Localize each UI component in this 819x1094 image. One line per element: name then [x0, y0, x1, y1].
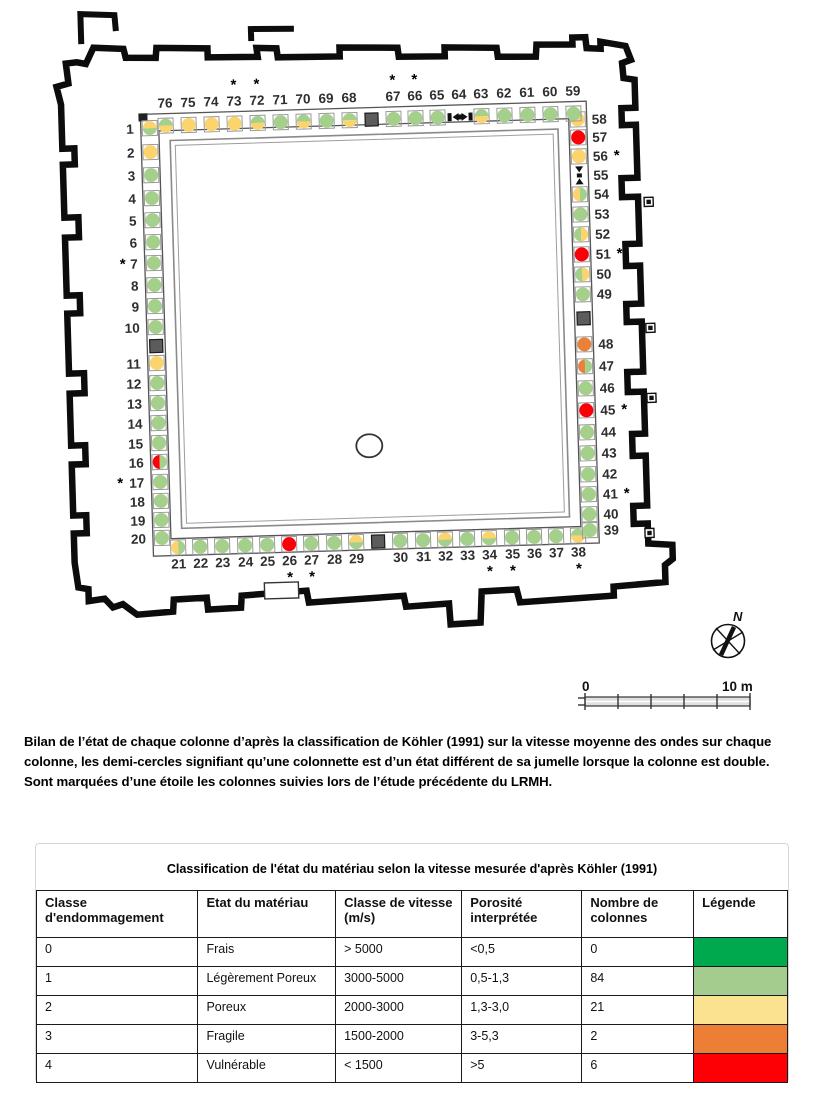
- gate-icon: [461, 113, 467, 121]
- column-number: 54: [593, 186, 610, 202]
- column-number: 17: [129, 475, 145, 491]
- column-number: 26: [281, 552, 298, 569]
- gate-icon: [447, 113, 451, 121]
- table-cell: 1: [37, 967, 198, 996]
- gate-icon: [452, 113, 458, 121]
- table-row: [37, 1054, 788, 1083]
- column-dot-half: [438, 539, 452, 546]
- scale-zero-label: 0: [582, 679, 590, 694]
- column-number: 14: [127, 416, 143, 432]
- gallery-door-marker: [365, 113, 378, 126]
- table-cell: Légèrement Poreux: [198, 967, 336, 996]
- column-dot: [153, 475, 167, 489]
- column-number: 22: [192, 555, 209, 572]
- column-number: 35: [504, 546, 521, 562]
- legend-color-swatch: [694, 1054, 788, 1083]
- column-number: 20: [130, 531, 147, 547]
- stair-icon: [575, 178, 583, 184]
- column-number: 53: [594, 206, 610, 222]
- table-cell: 1500-2000: [336, 1025, 462, 1054]
- column-number: 74: [203, 94, 219, 110]
- column-dot-half: [297, 121, 311, 128]
- table-cell: 2: [37, 996, 198, 1025]
- column-number: 39: [603, 522, 620, 538]
- column-dot: [260, 538, 274, 552]
- table-cell: 3000-5000: [336, 967, 462, 996]
- column-dot-half: [573, 187, 580, 201]
- column-star: *: [411, 71, 418, 89]
- scale-ten-label: 10 m: [722, 679, 753, 694]
- column-dot-half: [575, 267, 582, 281]
- header-nombre: Nombre de colonnes: [582, 891, 694, 938]
- table-cell: < 1500: [336, 1054, 462, 1083]
- column-star: *: [621, 401, 628, 419]
- table-cell: 84: [582, 967, 694, 996]
- classification-table-frame: [35, 843, 789, 1083]
- column-number: 31: [415, 548, 432, 565]
- column-number: 1: [126, 121, 135, 137]
- column-dot-half: [438, 532, 452, 539]
- column-dot: [146, 235, 160, 249]
- column-number: 21: [170, 556, 187, 572]
- column-number: 4: [128, 191, 137, 207]
- column-dot: [148, 299, 162, 313]
- gallery-outer-line: [140, 101, 599, 556]
- column-number: 24: [237, 554, 254, 570]
- table-cell: 0: [582, 938, 694, 967]
- column-star: *: [117, 475, 124, 493]
- table-cell: Poreux: [198, 996, 336, 1025]
- column-star: *: [253, 75, 260, 94]
- column-number: 37: [548, 545, 565, 561]
- column-number: 44: [600, 424, 617, 440]
- column-number: 23: [214, 554, 231, 571]
- compass-rose: [712, 609, 745, 658]
- header-etat: Etat du matériau: [198, 891, 336, 938]
- column-number: 43: [601, 445, 617, 461]
- column-number: 66: [407, 88, 423, 104]
- table-cell: 0,5-1,3: [462, 967, 582, 996]
- column-dot: [151, 416, 165, 430]
- column-star: *: [623, 485, 631, 503]
- column-number: 9: [131, 299, 140, 315]
- classification-table: [36, 890, 788, 1083]
- table-title: Classification de l'état du matériau selon la vitesse mesurée d'après Köhler (1991): [166, 862, 658, 876]
- column-dot: [572, 149, 586, 163]
- column-number: 49: [596, 286, 613, 302]
- column-dot-half: [474, 109, 488, 116]
- column-dot-half: [580, 187, 587, 201]
- column-number: 13: [126, 396, 143, 412]
- column-number: 48: [598, 336, 614, 352]
- column-dot-half: [159, 118, 173, 125]
- column-number: 45: [600, 402, 616, 418]
- column-dot: [578, 381, 592, 395]
- column-number: 60: [542, 84, 558, 100]
- column-dot-half: [482, 538, 496, 545]
- column-dot-half: [578, 359, 585, 373]
- column-number: 10: [124, 320, 140, 336]
- column-dot: [145, 213, 159, 227]
- table-cell: 2: [582, 1025, 694, 1054]
- column-dot: [282, 537, 296, 551]
- column-dot: [238, 538, 252, 552]
- header-porosite: Porosité interprétée: [462, 891, 582, 938]
- column-dot: [147, 256, 161, 270]
- gate-icon: [468, 113, 472, 121]
- column-dot-half: [178, 540, 185, 554]
- table-cell: Frais: [198, 938, 336, 967]
- column-dot: [147, 278, 161, 292]
- column-dot-half: [349, 542, 363, 549]
- legend-color-swatch: [694, 996, 788, 1025]
- column-number: 18: [129, 494, 146, 510]
- column-star: *: [509, 562, 517, 580]
- column-dot-half: [250, 116, 264, 123]
- table-cell: 3: [37, 1025, 198, 1054]
- column-dot-half: [152, 455, 159, 469]
- table-cell: 2000-3000: [336, 996, 462, 1025]
- column-number: 30: [392, 549, 409, 566]
- column-dot-half: [571, 535, 585, 542]
- table-cell: >5: [462, 1054, 582, 1083]
- column-dot: [577, 337, 591, 351]
- column-number: 75: [180, 94, 196, 111]
- column-dot: [580, 446, 594, 460]
- column-number: 41: [602, 486, 619, 502]
- column-number: 50: [596, 266, 612, 282]
- column-dot: [460, 532, 474, 546]
- column-star: *: [616, 245, 623, 263]
- gallery-inner-line: [159, 119, 581, 539]
- column-number: 67: [385, 88, 401, 105]
- column-number: 19: [130, 513, 146, 529]
- column-number: 5: [128, 213, 137, 229]
- column-star: *: [230, 76, 237, 94]
- table-cell: 3-5,3: [462, 1025, 582, 1054]
- gallery-door-marker: [577, 312, 590, 325]
- column-number: 51: [595, 246, 611, 262]
- column-dot: [579, 403, 593, 417]
- column-number: 59: [565, 83, 581, 99]
- column-dot: [327, 536, 341, 550]
- column-dot-half: [582, 267, 589, 281]
- column-dot: [154, 494, 168, 508]
- column-number: 15: [127, 436, 144, 452]
- column-number: 68: [341, 89, 357, 106]
- column-number: 6: [129, 235, 138, 251]
- column-dot-half: [159, 125, 173, 132]
- header-vitesse: Classe de vitesse (m/s): [336, 891, 462, 938]
- column-dot-half: [581, 227, 588, 241]
- column-number: 56: [592, 148, 609, 164]
- column-dot: [154, 513, 168, 527]
- column-number: 64: [451, 86, 467, 103]
- table-row: [37, 1025, 788, 1054]
- table-header-row: [37, 891, 788, 938]
- table-cell: 0: [37, 938, 198, 967]
- column-star: *: [389, 71, 396, 89]
- column-star: *: [308, 568, 316, 586]
- column-dot: [505, 530, 519, 544]
- column-number: 11: [126, 356, 141, 372]
- column-dot: [155, 531, 169, 545]
- table-cell: 21: [582, 996, 694, 1025]
- column-dot: [582, 507, 596, 521]
- column-dot-half: [343, 120, 357, 127]
- column-star: *: [575, 560, 583, 578]
- table-cell: Vulnérable: [198, 1054, 336, 1083]
- legend-color-swatch: [694, 1025, 788, 1054]
- column-number: 72: [249, 92, 265, 109]
- column-number: 61: [519, 84, 535, 101]
- column-dot: [304, 536, 318, 550]
- column-dot-half: [585, 359, 592, 373]
- column-number: 28: [326, 551, 343, 568]
- column-star: *: [287, 569, 294, 587]
- column-dot: [151, 396, 165, 410]
- column-dot: [580, 425, 594, 439]
- column-dot: [575, 247, 589, 261]
- column-dot-half: [159, 455, 166, 469]
- column-number: 40: [603, 506, 619, 522]
- column-dot-half: [349, 535, 363, 542]
- column-dot: [416, 533, 430, 547]
- column-number: 36: [526, 545, 543, 562]
- column-number: 76: [157, 95, 173, 111]
- column-dot: [152, 436, 166, 450]
- column-number: 65: [429, 87, 445, 103]
- column-number: 33: [459, 547, 476, 564]
- column-dot-half: [574, 227, 581, 241]
- compass-n-label: N: [733, 609, 743, 624]
- column-dot: [148, 320, 162, 334]
- column-dot-half: [143, 121, 157, 128]
- column-dot: [143, 145, 157, 159]
- column-dot: [571, 130, 585, 144]
- scale-bar: [578, 679, 753, 710]
- column-dot: [150, 376, 164, 390]
- column-number: 57: [592, 129, 608, 145]
- column-dot: [527, 530, 541, 544]
- column-dot-half: [143, 128, 157, 135]
- courtyard-wall-inner: [175, 134, 564, 523]
- column-dot: [582, 487, 596, 501]
- column-number: 58: [591, 111, 607, 128]
- stair-icon: [575, 166, 583, 172]
- legend-color-swatch: [694, 938, 788, 967]
- column-number: 38: [570, 544, 587, 560]
- column-number: 32: [437, 548, 454, 564]
- column-number: 16: [128, 455, 144, 471]
- header-classe: Classe d'endommagement: [37, 891, 198, 938]
- figure-caption: Bilan de l’état de chaque colonne d’après la classification de Köhler (1991) sur la vitesse moyenne des ondes sur chaque colonne, les demi-cercles signifiant qu’une colonnette est d’un état différent de sa jumelle lorsque la colonne est double. Sont marquées d’une étoile les colonnes suivies lors de l’étude précédente du LRMH.: [24, 734, 772, 789]
- column-number: 12: [126, 376, 142, 392]
- wall-fragment: [80, 13, 116, 44]
- table-row: [37, 996, 788, 1025]
- column-number: 73: [226, 93, 242, 109]
- column-dot: [576, 287, 590, 301]
- table-cell: <0,5: [462, 938, 582, 967]
- table-row: [37, 967, 788, 996]
- column-dot-half: [171, 540, 178, 554]
- column-number: 52: [594, 226, 611, 242]
- column-number: 42: [602, 466, 618, 482]
- wall-fragment: [251, 28, 294, 41]
- table-cell: Fragile: [198, 1025, 336, 1054]
- column-dot: [549, 529, 563, 543]
- column-number: 46: [599, 380, 615, 396]
- gallery-door-marker: [371, 535, 384, 548]
- courtyard-wall: [170, 129, 569, 528]
- column-dot-half: [251, 123, 265, 130]
- well: [356, 434, 383, 458]
- column-dot: [193, 540, 207, 554]
- column-dot: [573, 207, 587, 221]
- column-number: 34: [481, 547, 498, 563]
- column-dot: [150, 356, 164, 370]
- table-cell: > 5000: [336, 938, 462, 967]
- table-row: [37, 938, 788, 967]
- annex-box: [264, 582, 298, 599]
- column-number: 25: [259, 553, 276, 570]
- column-number: 71: [272, 92, 288, 108]
- column-star: *: [613, 147, 620, 165]
- column-number: 70: [295, 91, 311, 107]
- legend-color-swatch: [694, 967, 788, 996]
- stair-icon: [577, 173, 582, 177]
- column-dot-half: [342, 113, 356, 120]
- column-number: 3: [127, 168, 136, 184]
- column-star: *: [119, 255, 126, 274]
- table-cell: 4: [37, 1054, 198, 1083]
- column-dot: [215, 539, 229, 553]
- column-number: 8: [130, 278, 139, 294]
- column-dot: [581, 467, 595, 481]
- column-number: 62: [496, 85, 512, 101]
- column-number: 2: [126, 145, 135, 161]
- column-star: *: [486, 563, 494, 581]
- column-dot-half: [296, 114, 310, 121]
- column-dot-half: [482, 531, 496, 538]
- column-number: 47: [598, 358, 615, 374]
- table-cell: 6: [582, 1054, 694, 1083]
- column-dot: [145, 191, 159, 205]
- column-number: 63: [473, 86, 489, 102]
- header-legende: Légende: [694, 891, 788, 938]
- column-number: 69: [318, 90, 334, 107]
- column-dot: [144, 168, 158, 182]
- column-dot: [393, 534, 407, 548]
- column-number: 55: [593, 167, 609, 183]
- column-number: 27: [303, 552, 320, 568]
- gallery-door-marker: [150, 339, 163, 352]
- table-cell: 1,3-3,0: [462, 996, 582, 1025]
- column-number: 29: [348, 550, 365, 567]
- column-dot-half: [475, 116, 489, 123]
- corner-mark: [138, 113, 147, 121]
- column-number: 7: [130, 256, 139, 272]
